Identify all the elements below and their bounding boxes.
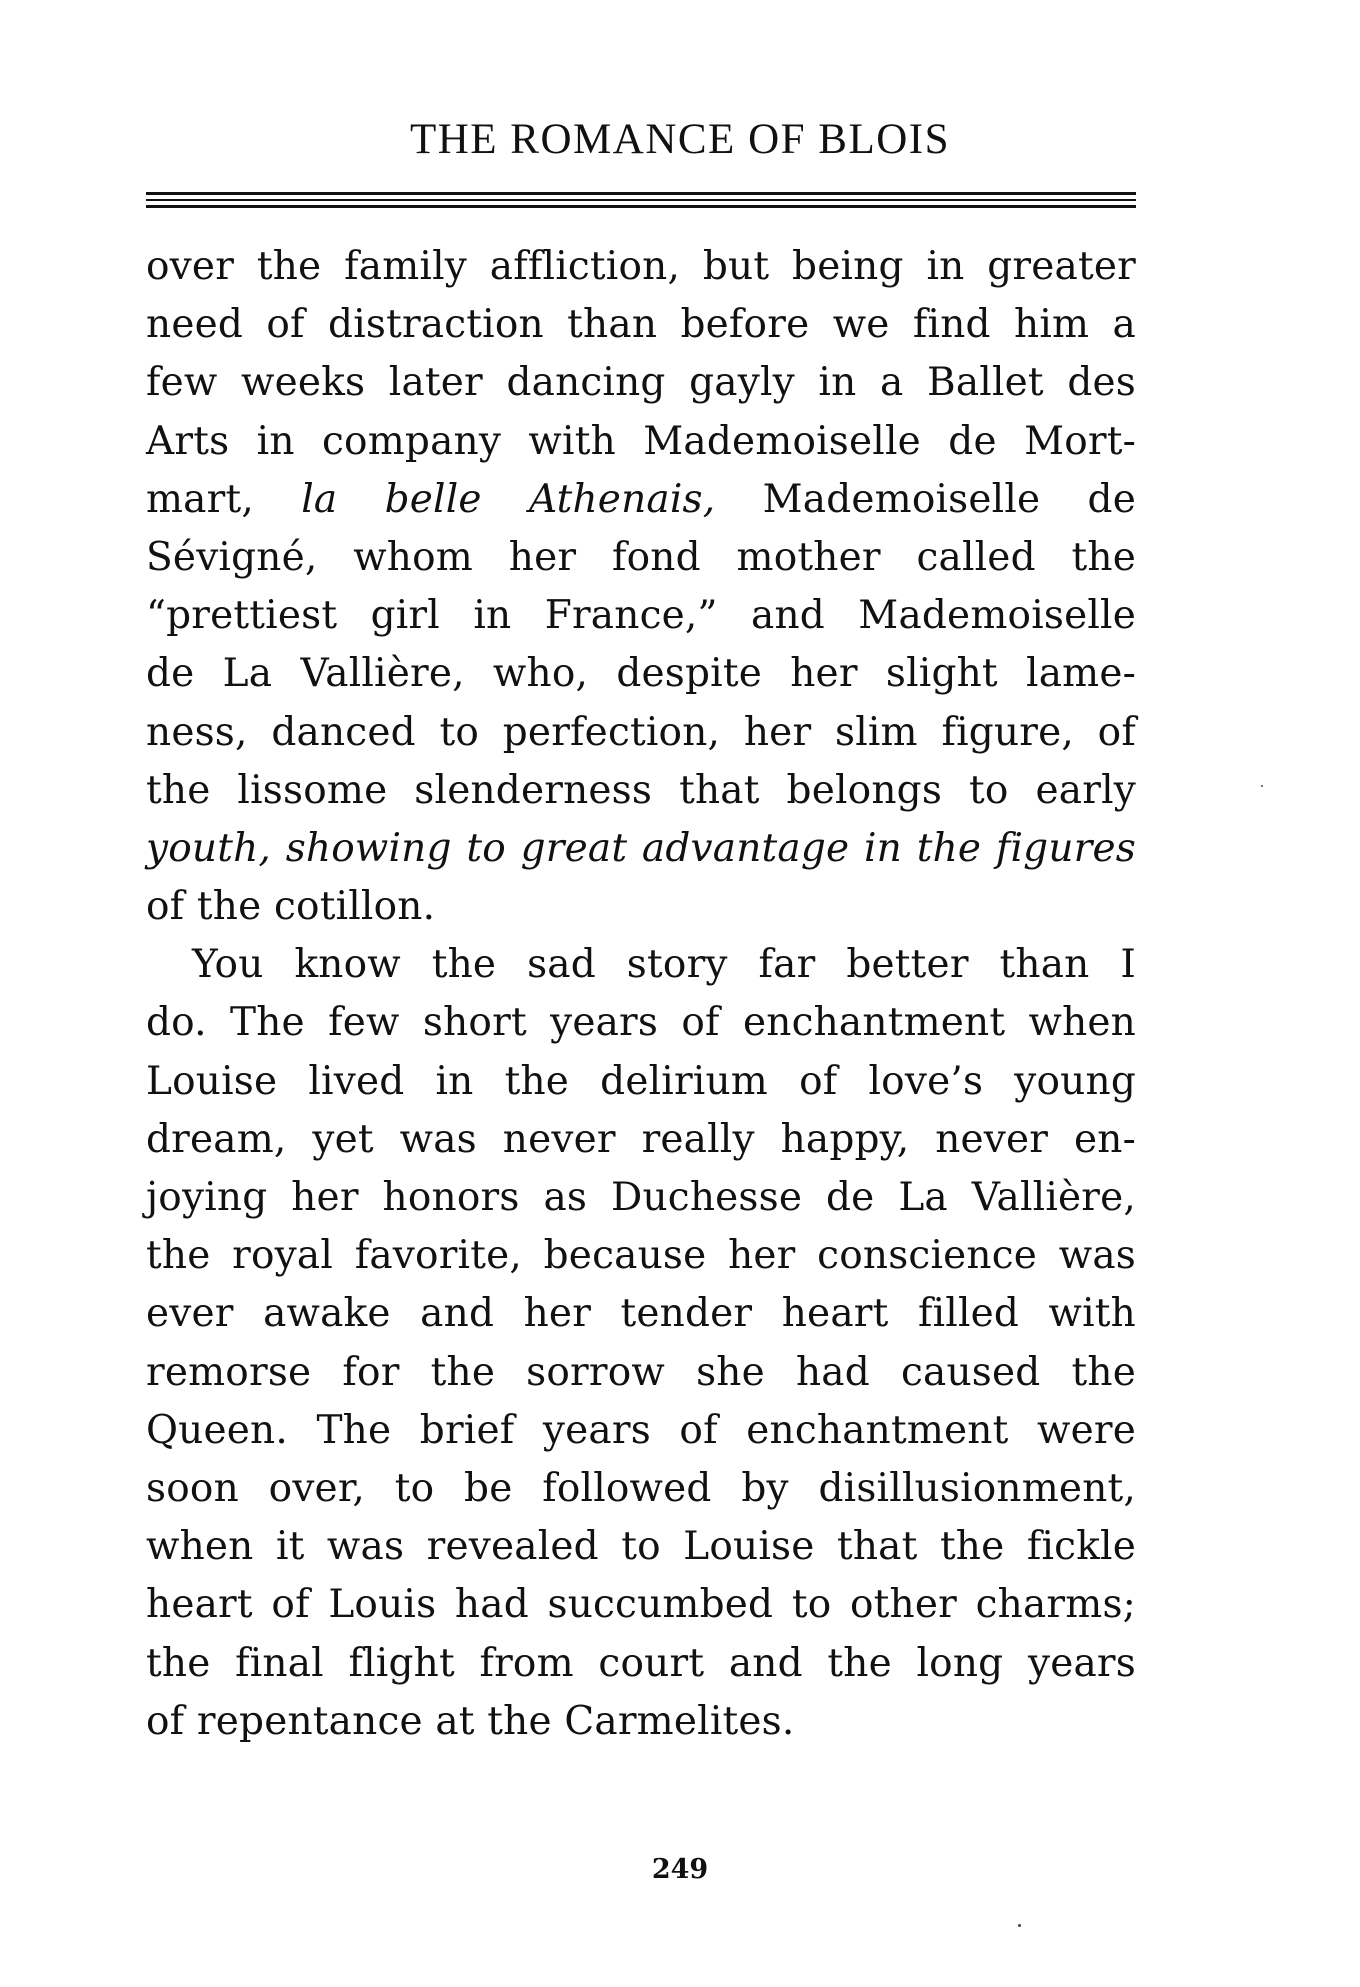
text-line: [146, 529, 1136, 587]
text-line: [146, 296, 1136, 354]
text-line: [146, 413, 1136, 471]
text-segment: over the family affliction, but being in greater: [146, 244, 1136, 289]
text-line: [146, 587, 1136, 645]
text-line: [146, 354, 1136, 412]
text-line: [146, 1402, 1136, 1460]
text-segment: de La Vallière, who, despite her slight lame-: [146, 651, 1136, 697]
text-line: [146, 1344, 1136, 1402]
page-number: 249: [651, 1854, 709, 1885]
text-line: [146, 1227, 1136, 1285]
text-line: [146, 1460, 1136, 1518]
text-segment: few weeks later dancing gayly in a Ballet des: [146, 360, 1136, 406]
text-line: [146, 994, 1136, 1052]
text-line: [146, 1169, 1136, 1227]
text-segment: the final flight from court and the long years: [146, 1640, 1136, 1686]
text-line: [146, 704, 1136, 762]
text-segment: of repentance at the Carmelites.: [146, 1698, 795, 1744]
text-segment: mart,: [146, 476, 302, 522]
text-line: [146, 645, 1136, 703]
text-segment: Louise lived in the delirium of love’s young: [146, 1058, 1136, 1104]
text-segment: You know the sad story far better than I: [192, 942, 1136, 988]
text-segment: do. The few short years of enchantment when: [146, 1000, 1136, 1046]
text-segment: heart of Louis had succumbed to other charms;: [146, 1582, 1136, 1628]
print-speck: [1018, 1924, 1021, 1927]
header-rule-top: [146, 192, 1136, 195]
text-segment: the royal favorite, because her conscience was: [146, 1233, 1136, 1279]
text-line: [146, 238, 1136, 296]
text-segment: remorse for the sorrow she had caused the: [146, 1349, 1136, 1395]
text-segment: Sévigné, whom her fond mother called the: [146, 534, 1136, 580]
header-rule-bottom: [146, 205, 1136, 208]
text-line: [146, 1518, 1136, 1576]
text-line: [146, 1576, 1136, 1634]
text-segment: need of distraction than before we find him a: [146, 302, 1136, 348]
text-line: [146, 762, 1136, 820]
text-line: [146, 1635, 1136, 1693]
text-segment: dream, yet was never really happy, never en-: [146, 1116, 1136, 1162]
text-line: [146, 936, 1136, 994]
text-segment: ness, danced to perfection, her slim figure, of: [146, 709, 1136, 755]
paragraph: [146, 238, 1136, 936]
text-line: [146, 820, 1136, 878]
text-segment: Queen. The brief years of enchantment were: [146, 1407, 1136, 1453]
italic-text: youth, showing to great advantage in the figures: [146, 825, 1136, 871]
text-segment: soon over, to be followed by disillusionment,: [146, 1465, 1136, 1511]
text-line: [146, 1693, 1136, 1751]
text-line: [146, 1285, 1136, 1343]
text-segment: ever awake and her tender heart filled with: [146, 1291, 1136, 1337]
italic-text: la belle Athenais,: [301, 476, 716, 522]
print-speck: [1261, 785, 1263, 787]
text-segment: the lissome slenderness that belongs to early: [146, 767, 1136, 813]
text-segment: of the cotillon.: [146, 884, 436, 930]
paragraph: [146, 936, 1136, 1751]
text-segment: Mademoiselle de: [715, 476, 1136, 522]
text-segment: joying her honors as Duchesse de La Vallière,: [146, 1175, 1136, 1220]
running-head: THE ROMANCE OF BLOIS: [409, 116, 951, 163]
text-segment: when it was revealed to Louise that the fickle: [146, 1524, 1136, 1570]
text-segment: Arts in company with Mademoiselle de Mort-: [146, 418, 1136, 464]
text-segment: “prettiest girl in France,” and Mademoiselle: [146, 593, 1136, 639]
text-line: [146, 878, 1136, 936]
text-line: [146, 1053, 1136, 1111]
text-line: [146, 471, 1136, 529]
body-text: [146, 238, 1136, 1751]
header-rule-middle: [146, 199, 1136, 201]
text-line: [146, 1111, 1136, 1169]
